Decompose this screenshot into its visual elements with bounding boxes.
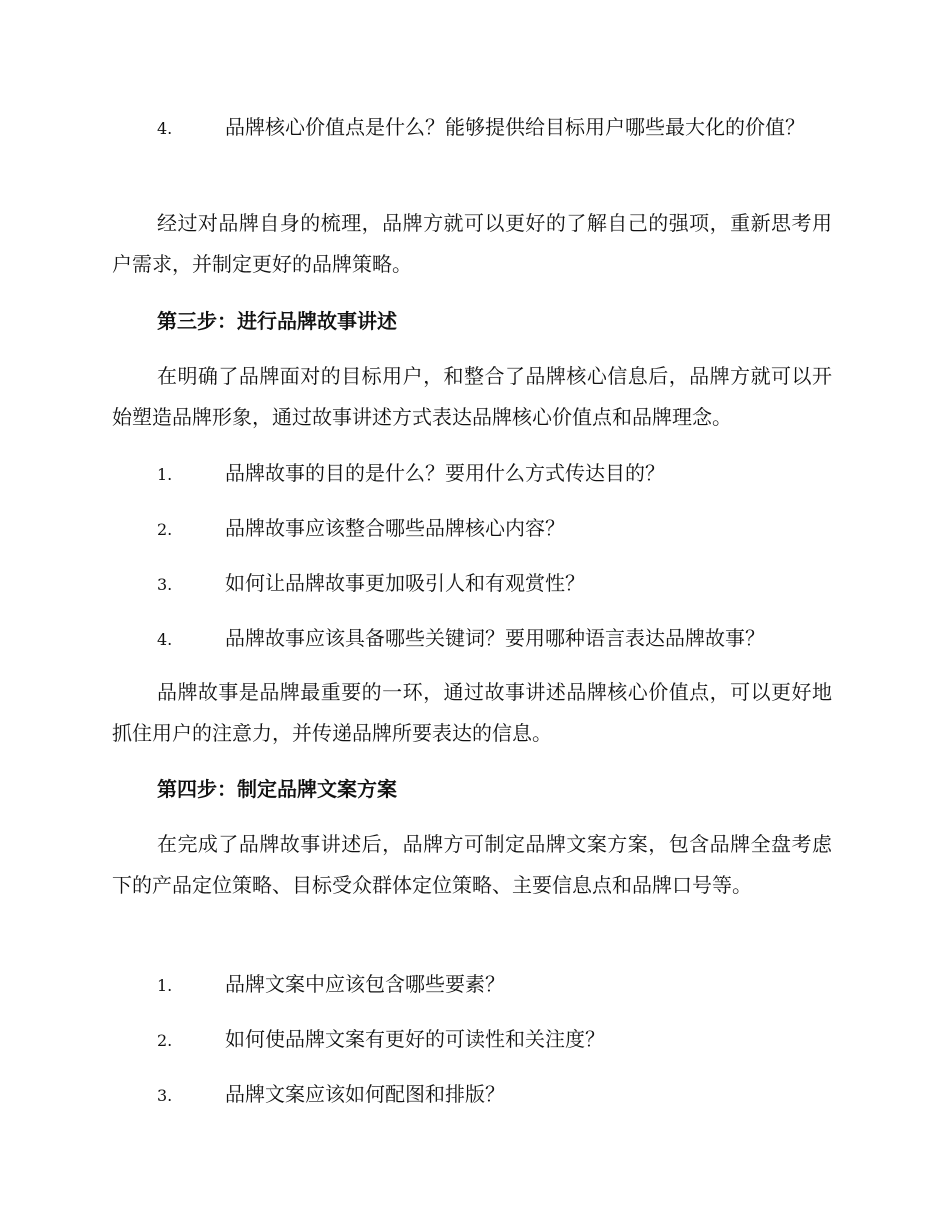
list-item [112,508,832,550]
paragraph: 在明确了品牌面对的目标用户，和整合了品牌核心信息后，品牌方就可以开始塑造品牌形象，通过故事讲述方式表达品牌核心价值点和品牌理念。 [112,364,832,429]
section-heading-step-3: 第三步：进行品牌故事讲述 [157,309,397,333]
list-text: 品牌文案中应该包含哪些要素？ [225,972,505,996]
list-item [112,1019,832,1061]
list-text: 品牌文案应该如何配图和排版？ [225,1082,505,1106]
list-item [112,453,832,495]
list-number: 1. [157,465,173,484]
list-number: 1. [157,976,173,995]
list-item [112,964,832,1006]
list-number: 2. [157,1031,173,1050]
list-item [112,107,832,149]
paragraph: 在完成了品牌故事讲述后，品牌方可制定品牌文案方案，包含品牌全盘考虑下的产品定位策略、目标受众群体定位策略、主要信息点和品牌口号等。 [112,832,832,897]
paragraph: 品牌故事是品牌最重要的一环，通过故事讲述品牌核心价值点，可以更好地抓住用户的注意力，并传递品牌所要表达的信息。 [112,680,832,745]
list-number: 3. [157,575,173,594]
list-text: 如何使品牌文案有更好的可读性和关注度？ [225,1027,605,1051]
list-text: 品牌故事的目的是什么？要用什么方式传达目的？ [225,461,665,485]
list-text: 品牌故事应该具备哪些关键词？要用哪种语言表达品牌故事？ [225,626,765,650]
list-item [112,618,832,660]
list-text: 品牌故事应该整合哪些品牌核心内容？ [225,516,565,540]
list-item [112,563,832,605]
paragraph: 经过对品牌自身的梳理，品牌方就可以更好的了解自己的强项，重新思考用户需求，并制定更好的品牌策略。 [112,211,832,276]
section-heading-step-4: 第四步：制定品牌文案方案 [157,777,397,801]
list-number: 4. [157,630,173,649]
list-text: 品牌核心价值点是什么？能够提供给目标用户哪些最大化的价值？ [225,115,805,139]
list-text: 如何让品牌故事更加吸引人和有观赏性？ [225,571,585,595]
list-item [112,1074,832,1116]
list-number: 3. [157,1086,173,1105]
list-number: 2. [157,520,173,539]
list-number: 4. [157,119,173,138]
